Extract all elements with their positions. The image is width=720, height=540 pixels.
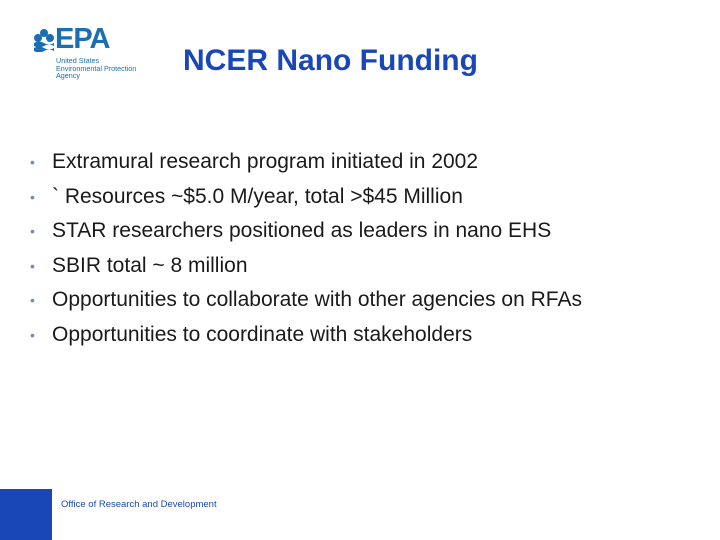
bullet-dot-icon: •: [30, 326, 35, 343]
bullet-text: Opportunities to coordinate with stakeholders: [52, 322, 473, 346]
bullet-text: STAR researchers positioned as leaders in nano EHS: [52, 219, 552, 242]
epa-flower-icon: [33, 28, 55, 52]
logo-agency-name: [56, 57, 136, 80]
epa-logo: [33, 24, 173, 80]
bullet-text: Opportunities to collaborate with other agencies on RFAs: [52, 288, 582, 311]
footer-accent-bar: [0, 489, 52, 540]
bullet-dot-icon: •: [30, 154, 35, 170]
bullet-text: Extramural research program initiated in 2002: [52, 150, 479, 173]
logo-subtext-line: Agency: [56, 71, 80, 81]
bullet-dot-icon: •: [30, 188, 35, 205]
footer-text: Office of Research and Development: [61, 499, 217, 510]
bullet-text: SBIR total ~ 8 million: [52, 253, 248, 277]
bullet-dot-icon: •: [30, 223, 35, 239]
slide-title: NCER Nano Funding: [183, 44, 478, 77]
bullet-text: ` Resources ~$5.0 M/year, total >$45 Million: [52, 184, 463, 208]
bullet-dot-icon: •: [30, 257, 35, 274]
bullet-dot-icon: •: [30, 292, 35, 308]
logo-letters: EPA: [55, 23, 110, 55]
logo-subtext-line: Environmental Protection: [56, 63, 137, 73]
logo-subtext-line: United States: [56, 56, 100, 65]
